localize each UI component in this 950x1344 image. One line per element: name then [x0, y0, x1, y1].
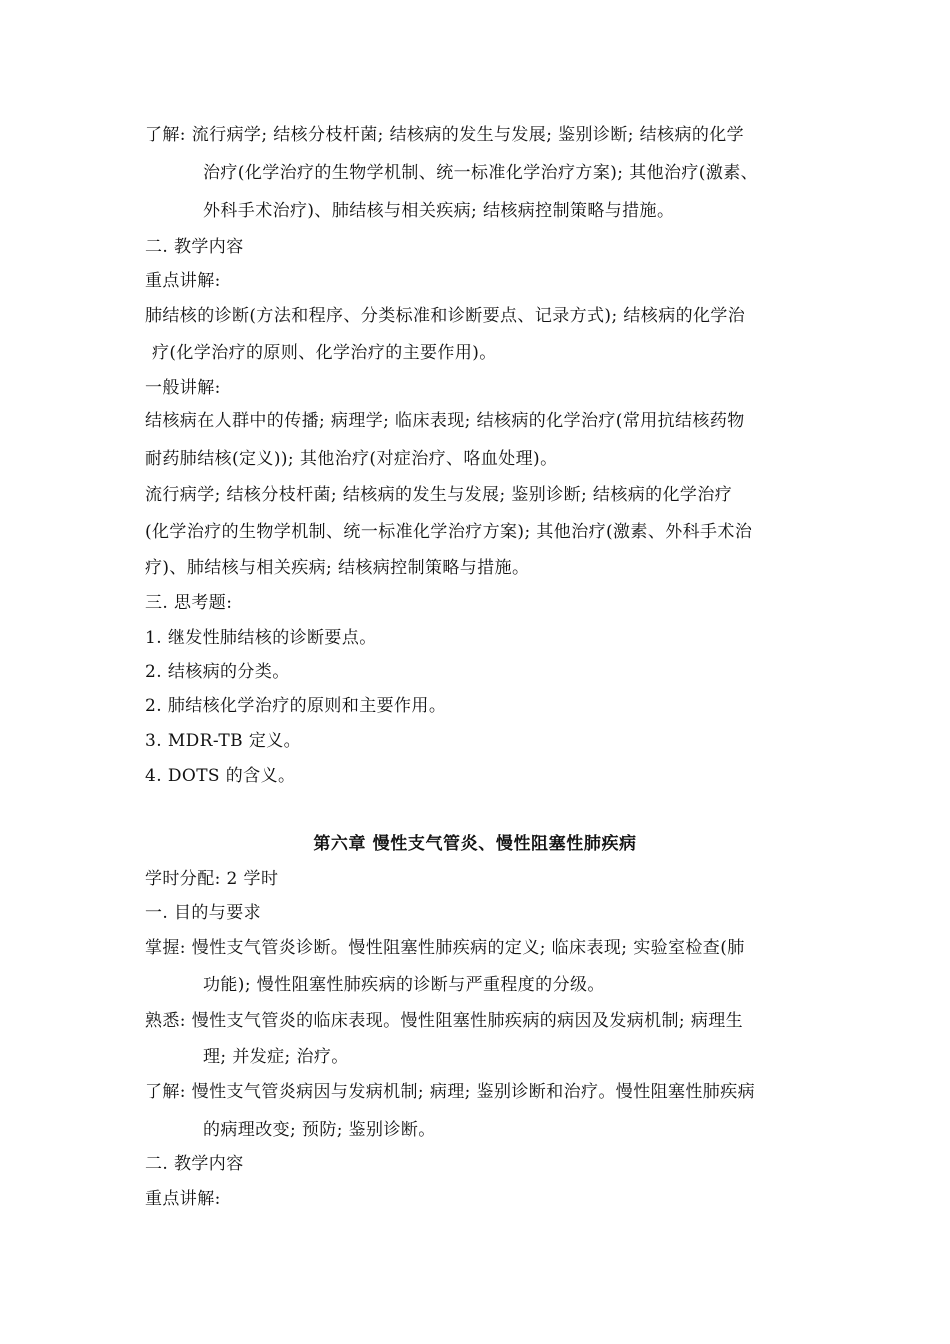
question-item: 2. 肺结核化学治疗的原则和主要作用。 [145, 696, 447, 716]
key-points-text-line-2: 疗(化学治疗的原则、化学治疗的主要作用)。 [152, 343, 497, 363]
master-text-line-2: 功能); 慢性阻塞性肺疾病的诊断与严重程度的分级。 [203, 975, 605, 995]
question-item: 2. 结核病的分类。 [145, 662, 290, 682]
general-points-text-line-1: 结核病在人群中的传播; 病理学; 临床表现; 结核病的化学治疗(常用抗结核药物 [145, 411, 745, 431]
general-points-heading: 一般讲解: [145, 378, 221, 398]
question-item: 1. 继发性肺结核的诊断要点。 [145, 628, 377, 648]
questions-heading: 三. 思考题: [145, 593, 233, 613]
general-points-text-line-3: 流行病学; 结核分枝杆菌; 结核病的发生与发展; 鉴别诊断; 结核病的化学治疗 [145, 485, 733, 505]
understand-text-line-2: 的病理改变; 预防; 鉴别诊断。 [203, 1120, 436, 1140]
understand-text-line-3: 外科手术治疗)、肺结核与相关疾病; 结核病控制策略与措施。 [203, 201, 675, 221]
general-points-text-line-2: 耐药肺结核(定义)); 其他治疗(对症治疗、咯血处理)。 [145, 449, 558, 469]
teaching-content-heading: 二. 教学内容 [145, 237, 244, 257]
class-hours: 学时分配: 2 学时 [145, 869, 279, 889]
familiar-text-line-2: 理; 并发症; 治疗。 [203, 1047, 349, 1067]
teaching-content-heading: 二. 教学内容 [145, 1154, 244, 1174]
understand-text-line-1: 了解: 慢性支气管炎病因与发病机制; 病理; 鉴别诊断和治疗。慢性阻塞性肺疾病 [145, 1082, 755, 1102]
key-points-heading: 重点讲解: [145, 1189, 221, 1209]
goals-heading: 一. 目的与要求 [145, 903, 262, 923]
general-points-text-line-4: (化学治疗的生物学机制、统一标准化学治疗方案); 其他治疗(激素、外科手术治 [145, 522, 753, 542]
key-points-heading: 重点讲解: [145, 271, 221, 291]
understand-text-line-1: 了解: 流行病学; 结核分枝杆菌; 结核病的发生与发展; 鉴别诊断; 结核病的化学 [145, 125, 745, 145]
question-item: 3. MDR-TB 定义。 [145, 731, 302, 751]
key-points-text-line-1: 肺结核的诊断(方法和程序、分类标准和诊断要点、记录方式); 结核病的化学治 [145, 306, 746, 326]
familiar-text-line-1: 熟悉: 慢性支气管炎的临床表现。慢性阻塞性肺疾病的病因及发病机制; 病理生 [145, 1011, 744, 1031]
chapter-title: 第六章 慢性支气管炎、慢性阻塞性肺疾病 [313, 834, 637, 854]
master-text-line-1: 掌握: 慢性支气管炎诊断。慢性阻塞性肺疾病的定义; 临床表现; 实验室检查(肺 [145, 938, 745, 958]
understand-text-line-2: 治疗(化学治疗的生物学机制、统一标准化学治疗方案); 其他治疗(激素、 [203, 163, 759, 183]
general-points-text-line-5: 疗)、肺结核与相关疾病; 结核病控制策略与措施。 [145, 558, 530, 578]
question-item: 4. DOTS 的含义。 [145, 766, 296, 786]
